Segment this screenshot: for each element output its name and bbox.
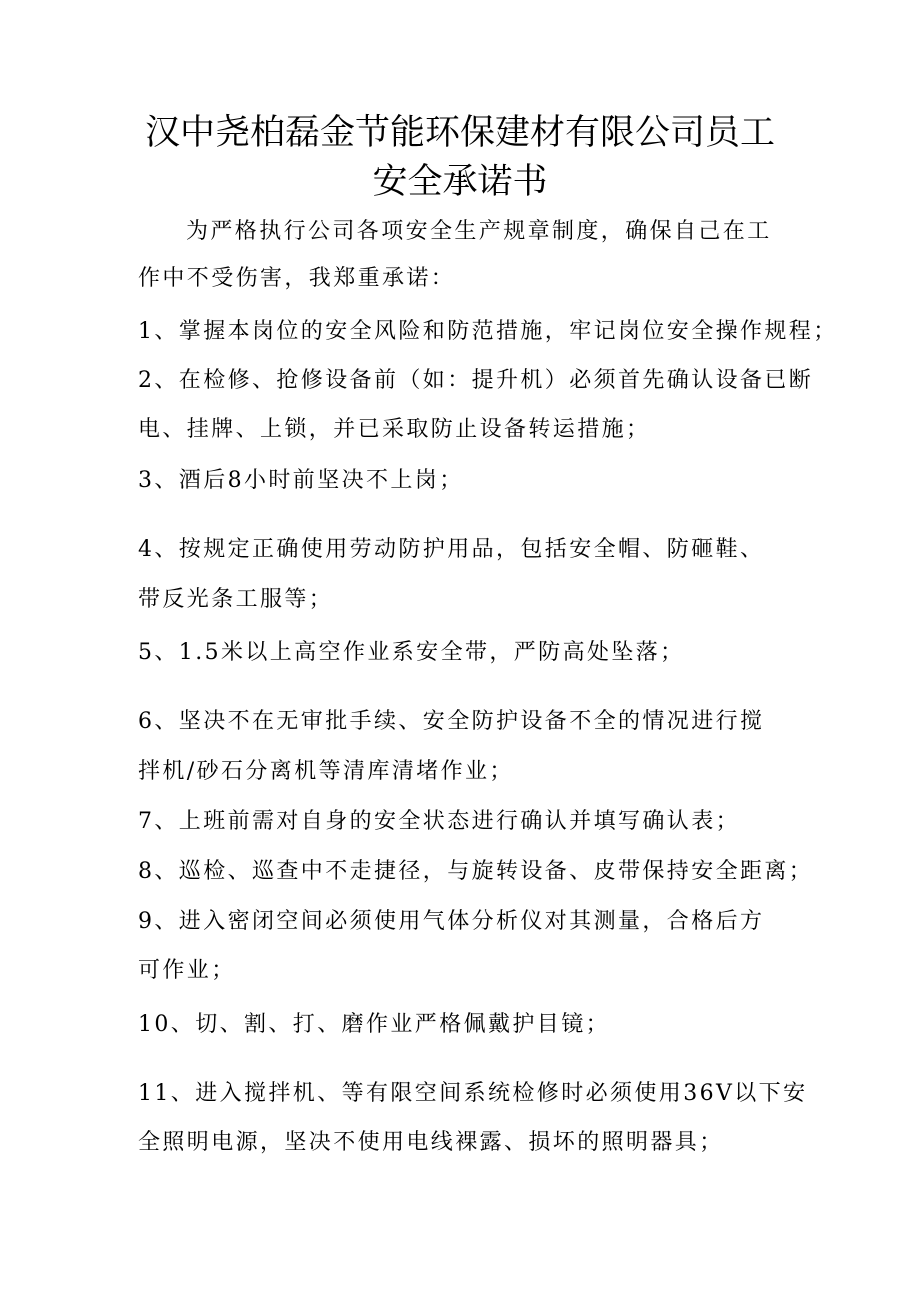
item-7-line-1: 7、上班前需对自身的安全状态进行确认并填写确认表； [138,809,740,834]
item-4-line-2: 带反光条工服等； [138,587,334,612]
item-5-line-1: 5、1.5米以上高空作业系安全带，严防高处坠落； [138,640,685,665]
item-9-line-2: 可作业； [138,958,236,983]
item-10-line-1: 10、切、割、打、磨作业严格佩戴护目镜； [138,1012,610,1037]
item-11-line-1: 11、进入搅拌机、等有限空间系统检修时必须使用36V以下安 [138,1081,808,1106]
intro-line-1: 为严格执行公司各项安全生产规章制度，确保自己在工 [186,219,772,244]
document-title-line-2: 安全承诺书 [372,162,548,202]
document-title-line-1: 汉中尧柏磊金节能环保建材有限公司员工 [144,113,775,153]
item-4-line-1: 4、按规定正确使用劳动防护用品，包括安全帽、防砸鞋、 [138,537,765,562]
intro-line-2: 作中不受伤害，我郑重承诺： [138,266,456,291]
item-3-line-1: 3、酒后8小时前坚决不上岗； [138,468,464,493]
item-6-line-2: 拌机/砂石分离机等清库清堵作业； [138,759,514,784]
item-2-line-1: 2、在检修、抢修设备前（如：提升机）必须首先确认设备已断 [138,368,814,393]
item-1-line-1: 1、掌握本岗位的安全风险和防范措施，牢记岗位安全操作规程； [138,319,838,344]
item-8-line-1: 8、巡检、巡查中不走捷径，与旋转设备、皮带保持安全距离； [138,859,814,884]
item-11-line-2: 全照明电源，坚决不使用电线裸露、损坏的照明器具； [138,1130,724,1155]
item-2-line-2: 电、挂牌、上锁，并已采取防止设备转运措施； [138,417,651,442]
item-9-line-1: 9、进入密闭空间必须使用气体分析仪对其测量，合格后方 [138,909,765,934]
item-6-line-1: 6、坚决不在无审批手续、安全防护设备不全的情况进行搅 [138,709,765,734]
